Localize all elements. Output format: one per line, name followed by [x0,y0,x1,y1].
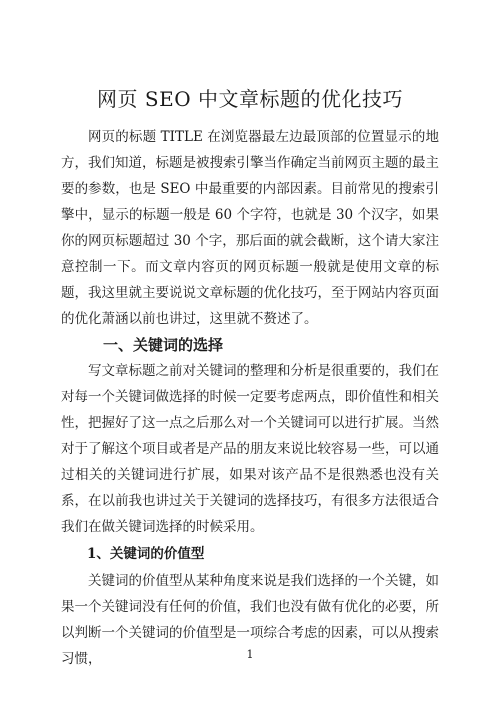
section-heading-keyword-selection: 一、关键词的选择 [103,336,224,354]
subsection-paragraph-keyword-value: 关键词的价值型从某种角度来说是我们选择的一个关键，如果一个关键词没有任何的价值，我们也没有做有优化的必要，所以判断一个关键词的价值型是一项综合考虑的因素，可以从搜索习惯， [61,573,439,667]
intro-paragraph: 网页的标题 TITLE 在浏览器最左边最顶部的位置显示的地方，我们知道，标题是被搜索引擎当作确定当前网页主题的最主要的参数，也是 SEO 中最重要的内部因素。目前常见的搜索引擎中，显示的标题一般是 60 个字符，也就是 30 个汉字，如果你的网页标题超过 30 个字，那后面的就会截断，这个请大家注意控制一下。而文章内容页的网页标题一般就是使用文章的标题，我这里就主要说说文章标题的优化技巧，至于网站内容页面的优化萧涵以前也讲过，这里就不赘述了。 [61,129,439,327]
subsection-heading-keyword-value: 1、关键词的价值型 [87,546,205,562]
section-paragraph-keyword-selection: 写文章标题之前对关键词的整理和分析是很重要的，我们在对每一个关键词做选择的时候一定要考虑两点，即价值性和相关性，把握好了这一点之后那么对一个关键词可以进行扩展。当然对于了解这个项目或者是产品的朋友来说比较容易一些，可以通过相关的关键词进行扩展，如果对该产品不是很熟悉也没有关系，在以前我也讲过关于关键词的选择技巧，有很多方法很适合我们在做关键词选择的时候采用。 [61,363,439,535]
page-number: 1 [246,648,254,661]
document-title: 网页 SEO 中文章标题的优化技巧 [97,87,403,111]
